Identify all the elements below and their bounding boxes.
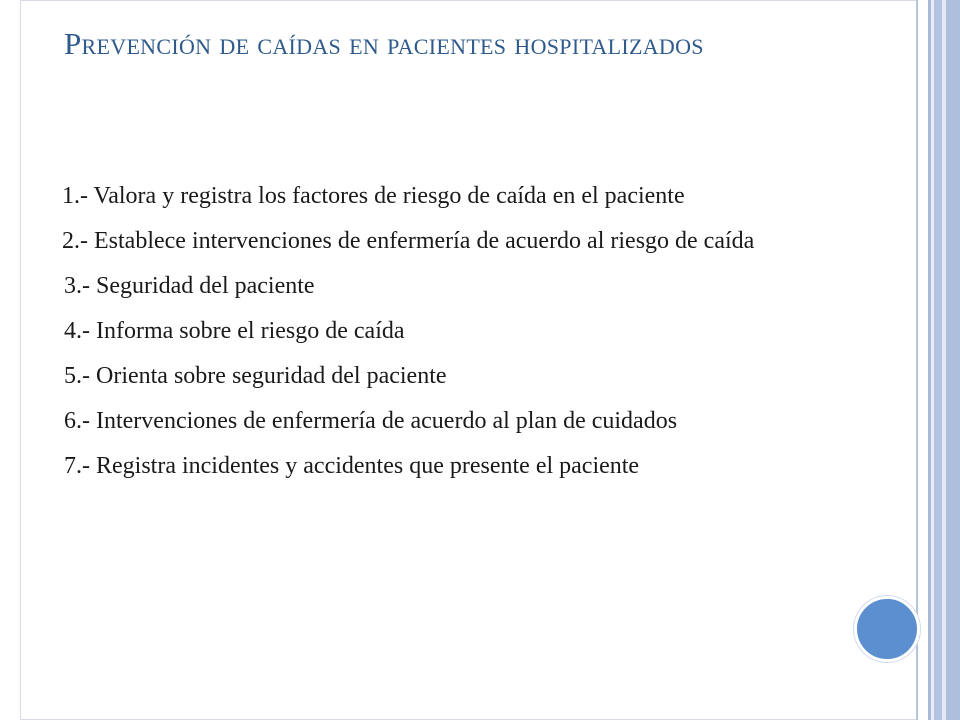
decorative-stripe xyxy=(946,0,960,720)
decorative-stripe xyxy=(934,0,942,720)
decorative-stripe xyxy=(918,0,928,720)
list-item: 6.- Intervenciones de enfermería de acuerdo al plan de cuidados xyxy=(64,408,678,434)
decorative-circle xyxy=(854,596,920,662)
slide-title: Prevención de caídas en pacientes hospitalizados xyxy=(64,26,704,61)
list-item: 7.- Registra incidentes y accidentes que presente el paciente xyxy=(64,453,640,479)
list-item: 5.- Orienta sobre seguridad del paciente xyxy=(64,363,447,389)
frame-left-line xyxy=(20,0,21,720)
list-item: 2.- Establece intervenciones de enfermería de acuerdo al riesgo de caída xyxy=(62,228,755,254)
content-list xyxy=(44,180,824,495)
list-item: 1.- Valora y registra los factores de riesgo de caída en el paciente xyxy=(62,183,685,209)
list-item: 3.- Seguridad del paciente xyxy=(64,273,315,299)
frame-top-line xyxy=(20,0,916,1)
list-item: 4.- Informa sobre el riesgo de caída xyxy=(64,318,405,344)
